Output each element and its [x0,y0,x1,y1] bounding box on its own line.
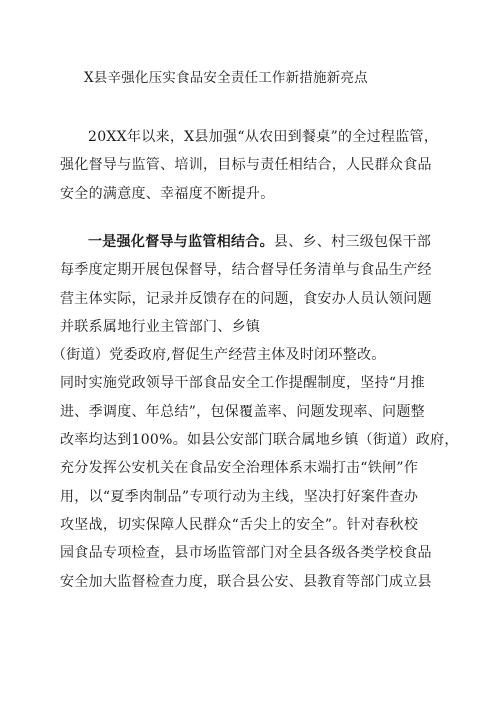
section1-line: 园食品专项检查，县市场监管部门对全县各级各类学校食品 [60,545,432,562]
section1-first-line-rest: 县、乡、村三级包保干部 [273,234,432,250]
section1-line: 充分发挥公安机关在食品安全治理体系末端打击“铁闸”作 [60,460,419,477]
intro-line: 20XX年以来，X县加强“从农田到餐桌”的全过程监管， [88,129,439,145]
section1-line: 进、季调度、年总结”，包保覆盖率、问题发现率、问题整 [60,403,425,420]
section1-line: 同时实施党政领导干部食品安全工作提醒制度，坚持“月推 [60,375,425,392]
intro-line: 安全的满意度、幸福度不断提升。 [60,185,275,202]
section1-line: 安全加大监督检查力度，联合县公安、县教育等部门成立县 [60,573,432,590]
section1-line: 营主体实际，记录并反馈存在的问题，食安办人员认领问题 [60,290,432,307]
section1-paragraph [52,228,459,596]
section1-first-line [60,228,440,256]
section1-line: 每季度定期开展包保督导，结合督导任务清单与食品生产经 [60,262,432,279]
section1-line: 攻坚战，切实保障人民群众“舌尖上的安全”。针对春秋校 [60,516,419,533]
section1-line: 改率均达到100%。如县公安部门联合属地乡镇（街道）政府， [60,432,459,449]
section1-line: （街道）党委政府,督促生产经营主体及时闭环整改。 [52,347,386,364]
document-title: X县辛强化压实食品安全责任工作新措施新亮点 [84,70,368,86]
section1-line: 用，以“夏季肉制品”专项行动为主线，坚决打好案件查办 [60,488,419,505]
intro-line: 强化督导与监管、培训，目标与责任相结合，人民群众食品 [60,157,432,174]
section1-heading: 一是强化督导与监管相结合。 [88,234,274,250]
section1-line: 并联系属地行业主管部门、乡镇 [60,318,261,335]
intro-paragraph [60,123,440,208]
